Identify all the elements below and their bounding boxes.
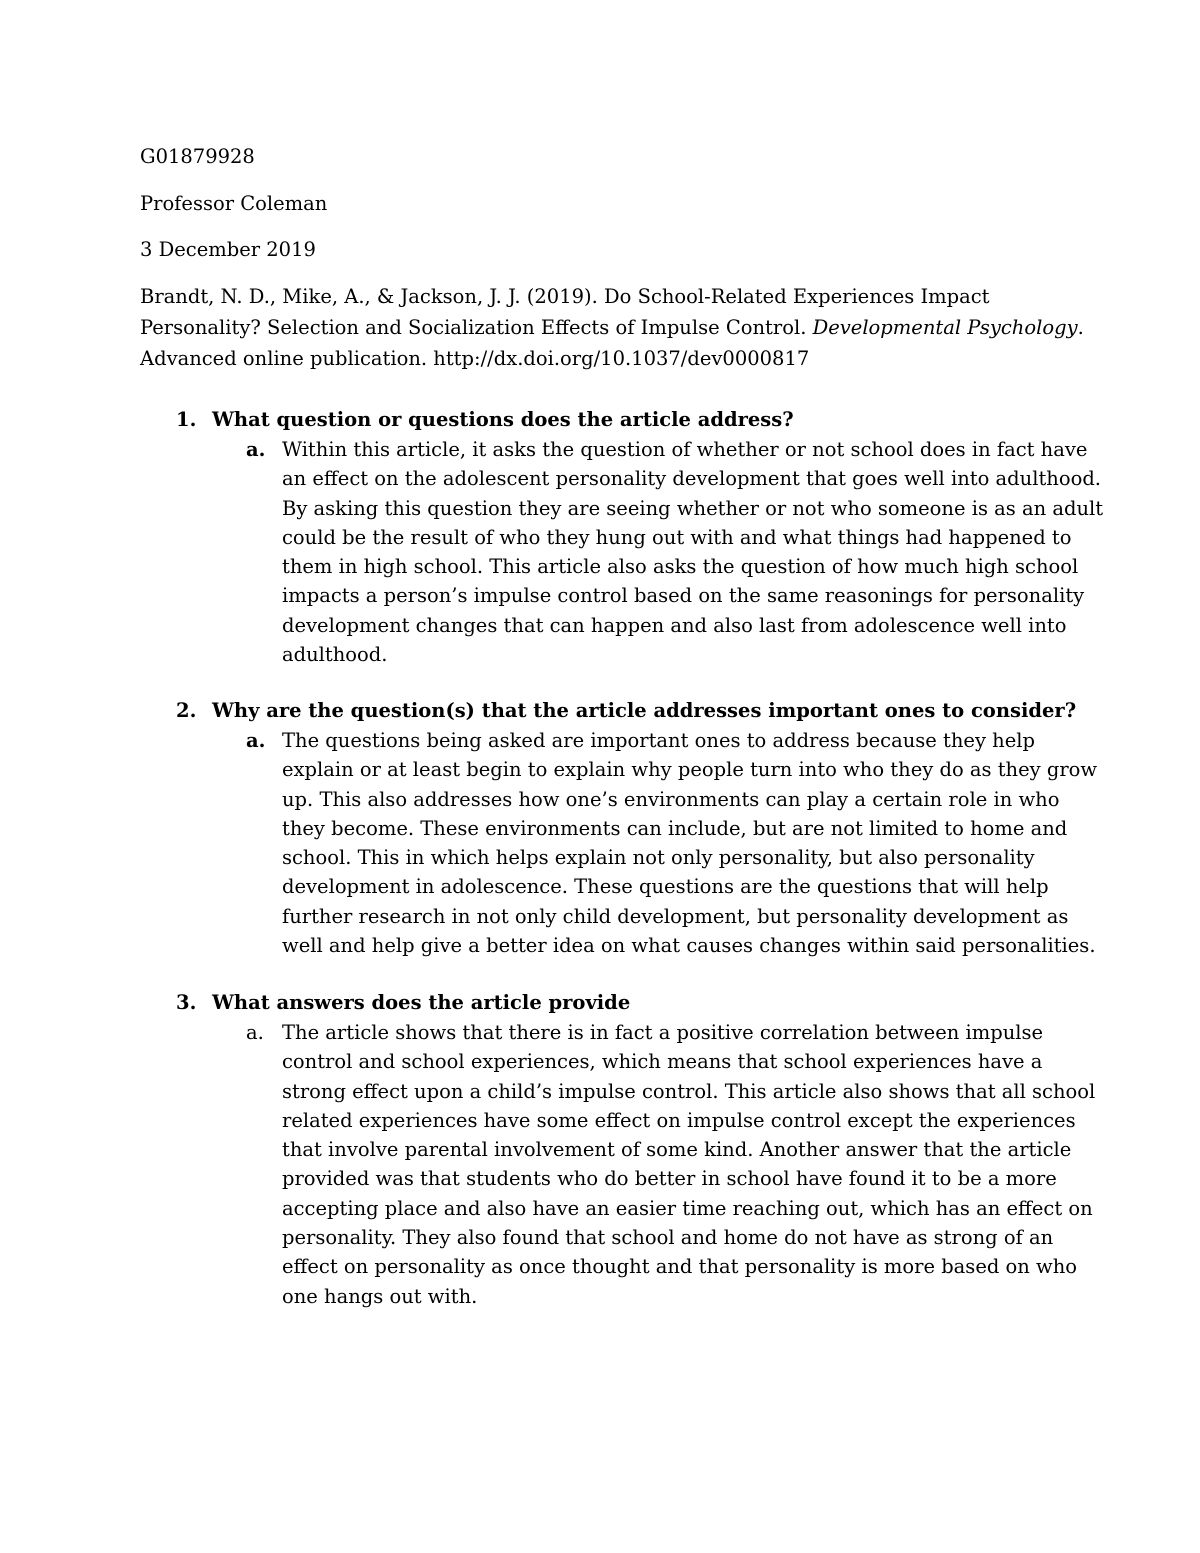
question-block-1 [140,405,1104,669]
answer-line: that involve parental involvement of some kind. Another answer that the article [282,1138,1072,1162]
answer-line: related experiences have some effect on impulse control except the experiences [282,1108,1076,1132]
answer [140,726,1098,960]
citation-line-3: Advanced online publication. http://dx.doi.org/10.1037/dev0000817 [140,347,810,370]
professor-name: Professor Coleman [140,192,328,215]
question-block-2 [140,696,1098,960]
answer-line: an effect on the adolescent personality development that goes well into adulthood. [282,467,1102,491]
citation-line-2 [140,312,1084,343]
question-text: What question or questions does the article address? [212,408,794,431]
answer-text [282,435,1104,669]
answer-label: a. [246,438,266,461]
answer-line: By asking this question they are seeing whether or not who someone is as an adult [282,496,1104,520]
question-text: What answers does the article provide [212,991,631,1014]
answer-line: The article shows that there is in fact a positive correlation between impulse [282,1021,1044,1044]
answer-line: development in adolescence. These questions are the questions that will help [282,875,1049,899]
answer-line: up. This also addresses how one’s environments can play a certain role in who [282,787,1060,811]
citation-line-1: Brandt, N. D., Mike, A., & Jackson, J. J. (2019). Do School-Related Experiences Impact [140,285,990,308]
citation [140,281,1084,374]
citation-title-end: Personality? Selection and Socialization Effects of Impulse Control. [140,316,813,339]
document-date: 3 December 2019 [140,238,316,261]
answer-line: impacts a person’s impulse control based on the same reasonings for personality [282,584,1085,608]
answer-line: further research in not only child development, but personality development as [282,904,1069,928]
answer-line: development changes that can happen and also last from adolescence well into [282,613,1067,637]
citation-journal: Developmental Psychology [812,316,1078,339]
answer-line: explain or at least begin to explain why people turn into who they do as they grow [282,758,1098,782]
question-heading [140,696,1080,726]
answer-line: them in high school. This article also asks the question of how much high school [282,555,1079,579]
answer [140,1018,1096,1311]
answer-line: The questions being asked are important ones to address because they help [282,729,1035,752]
answer-line: school. This in which helps explain not only personality, but also personality [282,846,1035,870]
question-text: Why are the question(s) that the article addresses important ones to consider? [212,699,1077,722]
question-number: 1. [176,408,197,431]
answer-label: a. [246,729,266,752]
answer-line: provided was that students who do better in school have found it to be a more [282,1167,1057,1191]
answer [140,435,1104,669]
answer-line: personality. They also found that school and home do not have as strong of an [282,1226,1054,1250]
question-number: 3. [176,991,197,1014]
question-heading [140,988,1080,1018]
answer-line: control and school experiences, which means that school experiences have a [282,1050,1043,1074]
answer-line: well and help give a better idea on what causes changes within said personalities. [282,934,1096,958]
student-id: G01879928 [140,145,255,168]
question-heading [140,405,1080,435]
answer-line: one hangs out with. [282,1284,478,1308]
answer-line: accepting place and also have an easier time reaching out, which has an effect on [282,1196,1093,1220]
answer-label: a. [246,1021,264,1044]
answer-line: could be the result of who they hung out with and what things had happened to [282,525,1072,549]
answer-text [282,1018,1096,1311]
answer-line: adulthood. [282,643,388,667]
answer-text [282,726,1098,960]
citation-period: . [1077,316,1084,339]
question-number: 2. [176,699,197,722]
answer-line: Within this article, it asks the question of whether or not school does in fact have [282,438,1088,461]
question-block-3 [140,988,1096,1311]
answer-line: effect on personality as once thought and that personality is more based on who [282,1255,1078,1279]
answer-line: strong effect upon a child’s impulse control. This article also shows that all school [282,1079,1096,1103]
answer-line: they become. These environments can include, but are not limited to home and [282,816,1068,840]
